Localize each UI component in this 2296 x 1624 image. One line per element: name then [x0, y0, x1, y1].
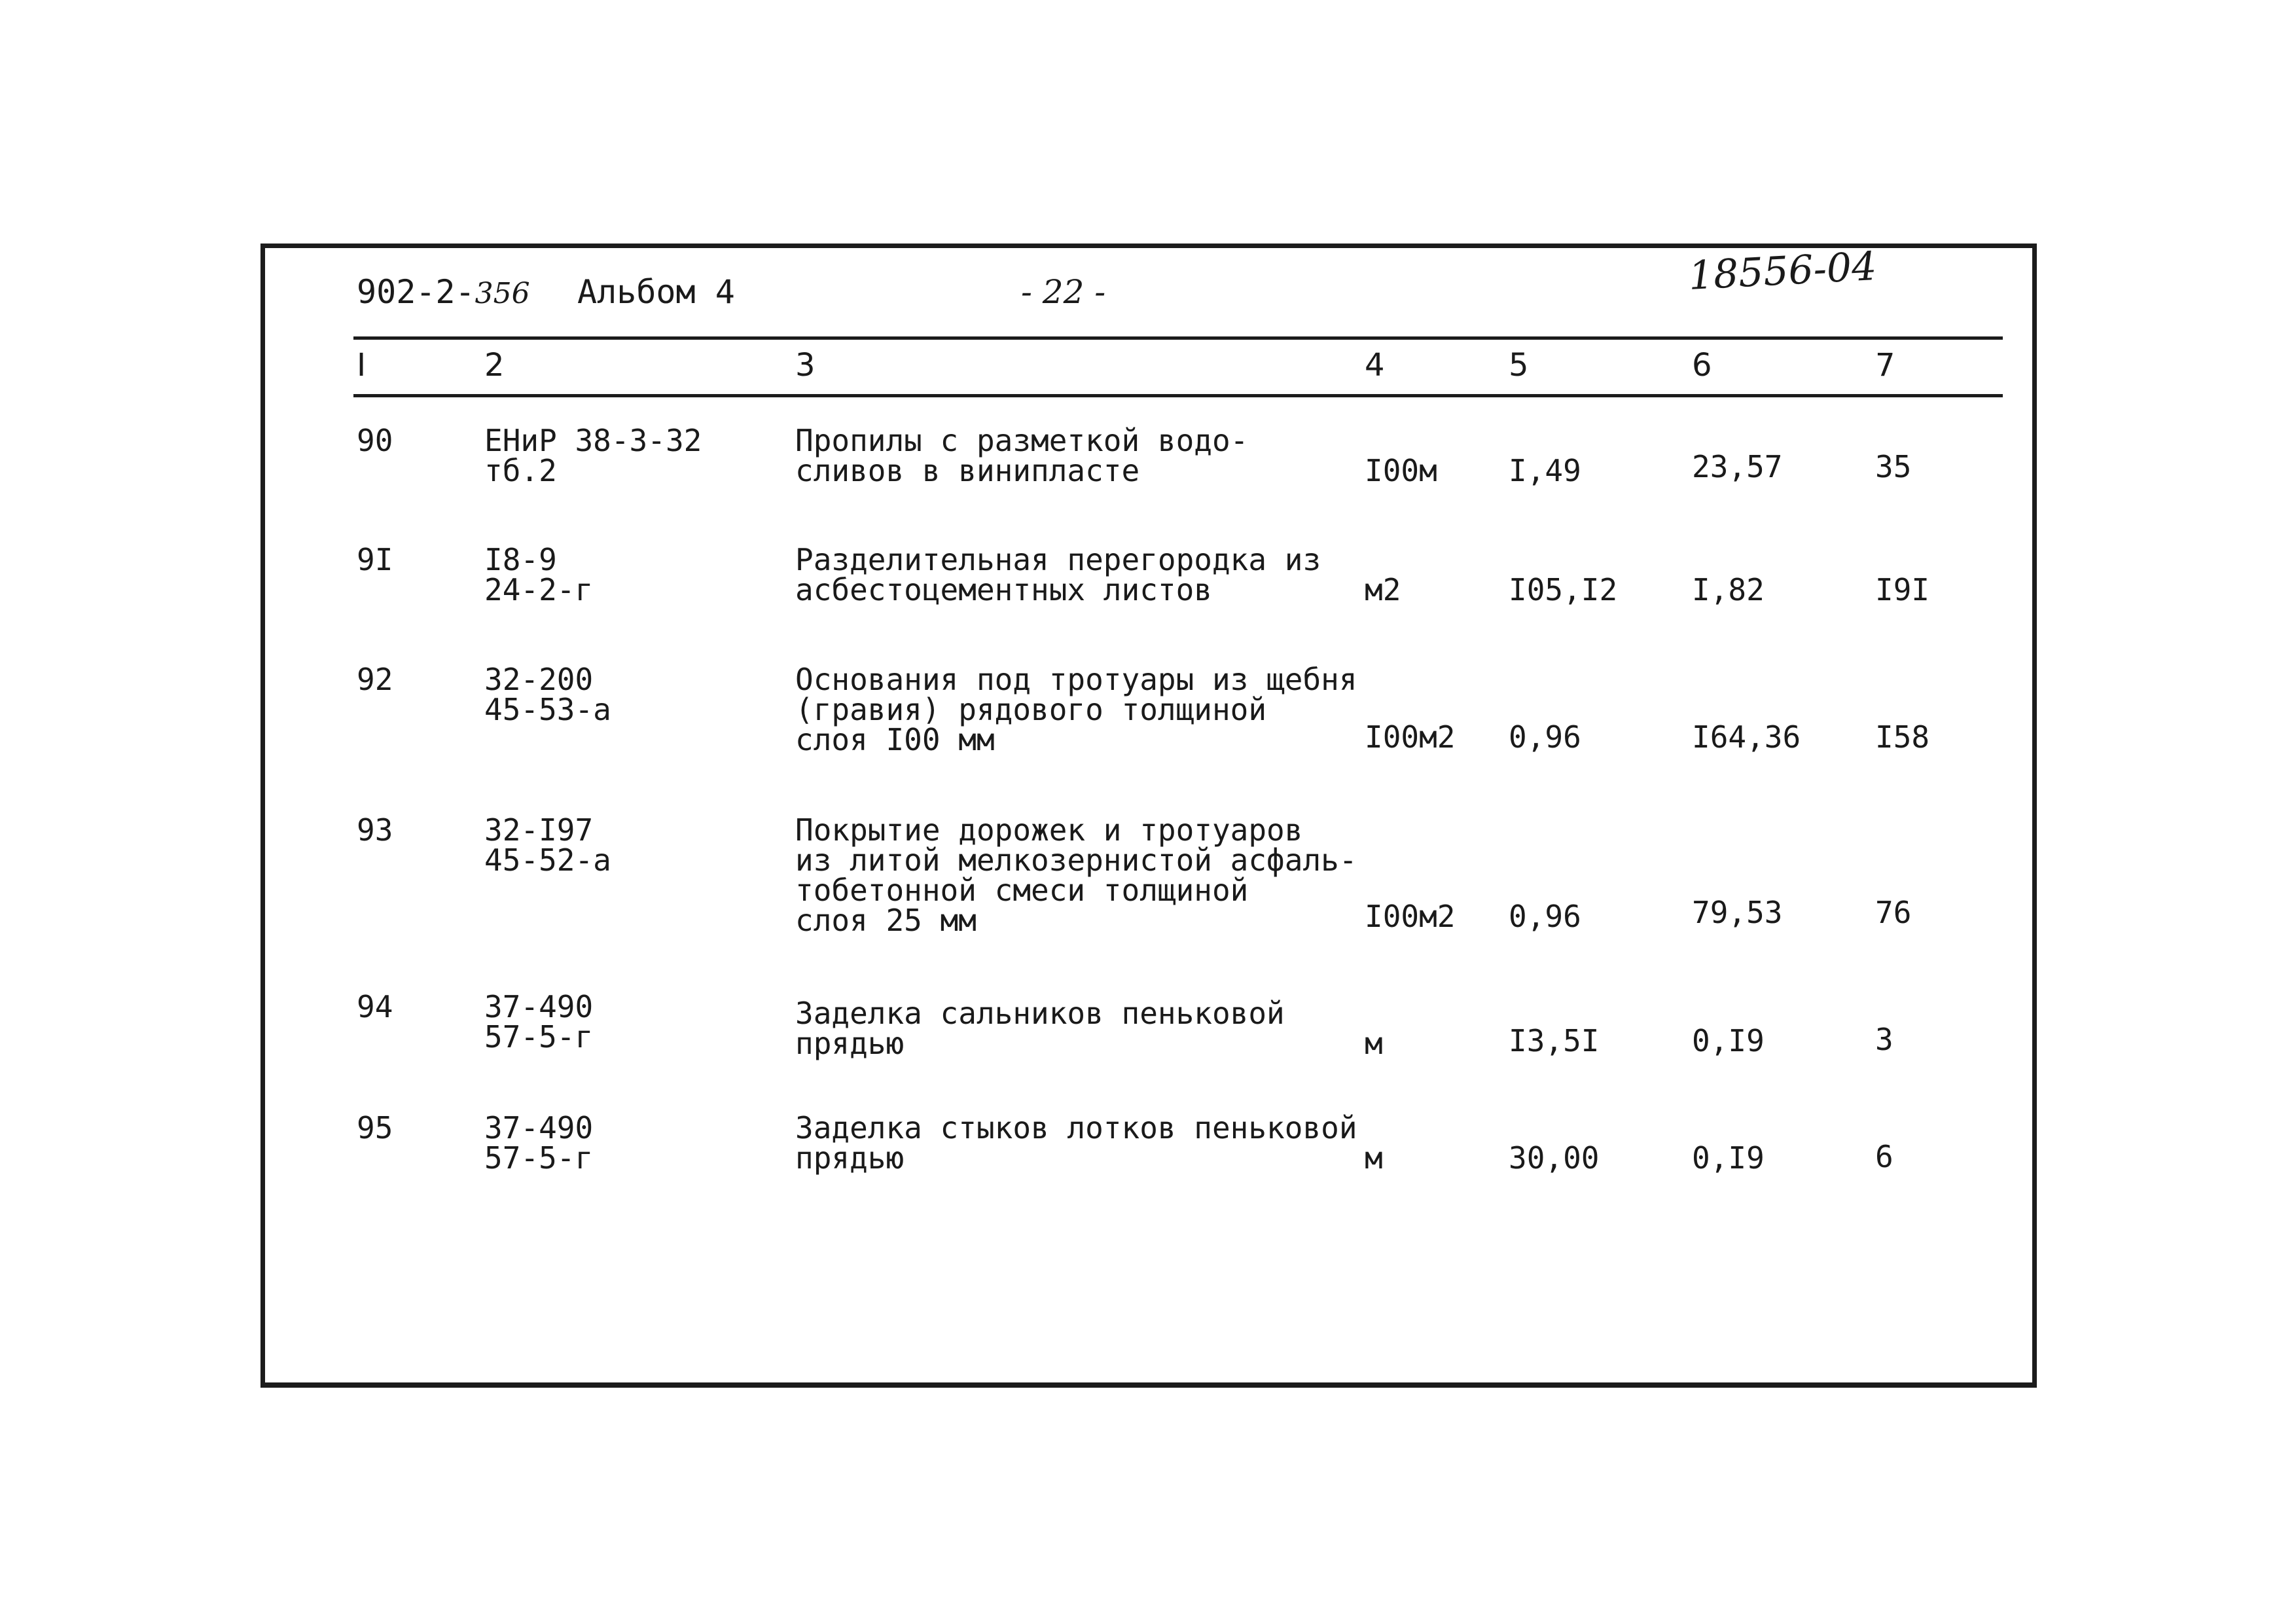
page-number: - 22 -: [1021, 273, 1106, 311]
column-number-1: I: [357, 347, 367, 384]
unit: м2: [1365, 572, 1401, 607]
unit-price: 0,I9: [1692, 1023, 1765, 1058]
quantity: I3,5I: [1509, 1023, 1600, 1058]
unit: I00м2: [1365, 899, 1456, 934]
total-cost: 35: [1875, 449, 1912, 484]
work-description: Основания под тротуары из щебня (гравия) рядового толщиной слоя I00 мм: [795, 662, 1357, 757]
row-number: 95: [357, 1110, 393, 1146]
unit-price: 23,57: [1692, 449, 1783, 484]
header-rule: [353, 336, 2003, 340]
album-label: Альбом 4: [577, 273, 735, 311]
quantity: 30,00: [1509, 1140, 1600, 1176]
unit: I00м: [1365, 453, 1437, 488]
unit-price: I64,36: [1692, 719, 1801, 755]
row-number: 94: [357, 989, 393, 1024]
column-number-6: 6: [1692, 347, 1712, 384]
quantity: 0,96: [1509, 719, 1581, 755]
unit: I00м2: [1365, 719, 1456, 755]
total-cost: I58: [1875, 719, 1930, 755]
column-number-7: 7: [1875, 347, 1895, 384]
total-cost: 6: [1875, 1139, 1893, 1174]
row-number: 92: [357, 662, 393, 697]
column-number-5: 5: [1509, 347, 1529, 384]
work-description: Заделка сальников пеньковой прядью: [795, 996, 1285, 1061]
column-number-4: 4: [1365, 347, 1385, 384]
column-number-3: 3: [795, 347, 816, 384]
unit-price: 79,53: [1692, 895, 1783, 930]
norm-code: 32-I97 45-52-а: [484, 812, 611, 878]
unit: м: [1365, 1026, 1383, 1061]
row-number: 9I: [357, 542, 393, 577]
work-description: Заделка стыков лотков пеньковой прядью: [795, 1110, 1357, 1176]
work-description: Пропилы с разметкой водо- сливов в винипласте: [795, 423, 1249, 488]
unit: м: [1365, 1140, 1383, 1176]
quantity: I05,I2: [1509, 572, 1618, 607]
norm-code: 32-200 45-53-а: [484, 662, 611, 727]
norm-code: ЕНиР 38-3-32 тб.2: [484, 423, 702, 488]
column-number-2: 2: [484, 347, 505, 384]
quantity: 0,96: [1509, 899, 1581, 934]
document-code: 902-2-356: [357, 273, 530, 311]
norm-code: 37-490 57-5-г: [484, 989, 594, 1055]
row-number: 90: [357, 423, 393, 458]
total-cost: I9I: [1875, 572, 1930, 607]
norm-code: I8-9 24-2-г: [484, 542, 594, 607]
handwritten-registration-number: 18556-04: [1687, 244, 1878, 299]
row-number: 93: [357, 812, 393, 848]
unit-price: I,82: [1692, 572, 1765, 607]
work-description: Разделительная перегородка из асбестоцементных листов: [795, 542, 1321, 607]
norm-code: 37-490 57-5-г: [484, 1110, 594, 1176]
total-cost: 76: [1875, 895, 1912, 930]
work-description: Покрытие дорожек и тротуаров из литой мелкозернистой асфаль- тобетонной смеси толщиной слоя 25 мм: [795, 812, 1357, 938]
quantity: I,49: [1509, 453, 1581, 488]
unit-price: 0,I9: [1692, 1140, 1765, 1176]
total-cost: 3: [1875, 1022, 1893, 1057]
column-header-rule: [353, 394, 2003, 397]
